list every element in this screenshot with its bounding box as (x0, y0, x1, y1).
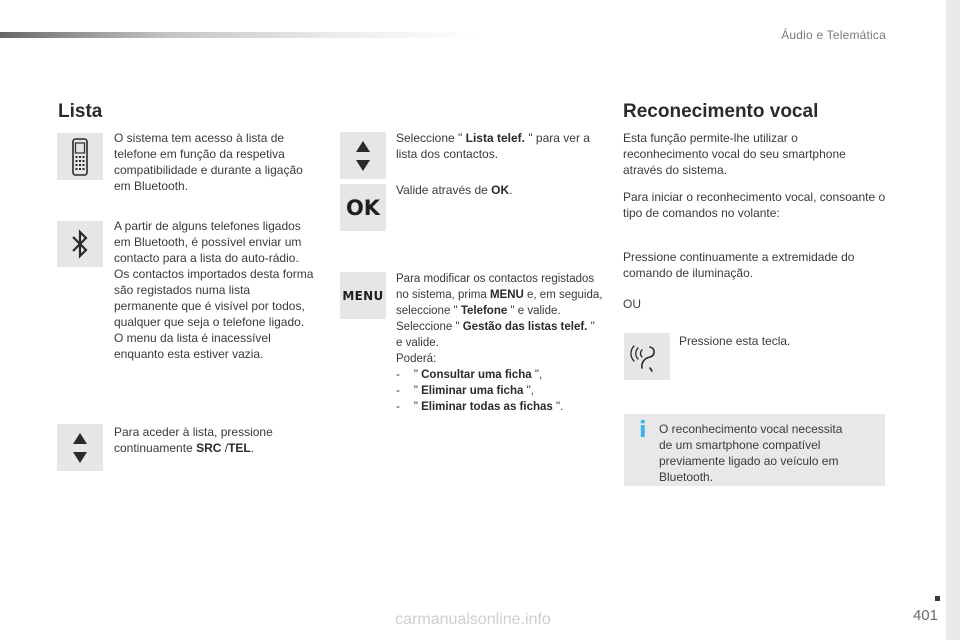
quote-end: ", (523, 385, 534, 397)
m2-pre: Seleccione " (396, 321, 463, 333)
lista-telef-label: Lista telef. (465, 131, 525, 145)
option-2 (396, 385, 534, 397)
voice-paragraph-3: Pressione continuamente a extremidade do comando de iluminação. (623, 250, 855, 280)
phone-icon-box (57, 133, 103, 180)
quote-end: ". (552, 401, 564, 413)
bluetooth-icon-box (57, 221, 103, 267)
telefone-label: Telefone (460, 305, 508, 317)
menu-key: MENU (489, 289, 524, 301)
option-3 (396, 401, 563, 413)
s2-pre: Valide através de (396, 183, 492, 197)
phone-icon (70, 138, 90, 176)
header-gradient-bar (0, 32, 480, 38)
bluetooth-icon (70, 228, 90, 260)
menu-label: MENU (342, 288, 384, 303)
voice-heading: Reconecimento vocal (623, 101, 819, 122)
page-edge-strip (946, 0, 960, 640)
modify-contacts-text (396, 271, 604, 415)
section-title: Áudio e Telemática (781, 28, 886, 42)
ok-button-icon (340, 184, 386, 231)
up-down-arrows-icon (354, 139, 372, 173)
voice-paragraph-1: Esta função permite-lhe utilizar o reconhecimento vocal do seu smartphone através do sistema. (623, 131, 846, 177)
lista-paragraph-1: O sistema tem acesso à lista de telefone em função da respetiva compatibilidade e durante a ligação em Bluetooth. (114, 131, 303, 193)
option-consultar: Consultar uma ficha (421, 369, 532, 381)
up-down-arrows-box (57, 424, 103, 471)
option-eliminar-todas: Eliminar todas as fichas (421, 401, 553, 413)
info-icon: i (639, 418, 647, 443)
up-down-arrows-icon (71, 431, 89, 465)
select-contacts-text (396, 130, 601, 162)
lista-p3-end: . (250, 441, 255, 455)
dash: - (396, 369, 400, 381)
page-number: 401 (912, 607, 938, 624)
lista-p3-text: Para aceder à lista, pressione continuamente (114, 425, 273, 455)
watermark: carmanualsonline.info (395, 611, 551, 628)
voice-command-icon (630, 340, 664, 374)
info-text: O reconhecimento vocal necessita de um smartphone compatível previamente ligado ao veículo em Bluetooth. (659, 422, 843, 484)
gestao-listas-label: Gestão das listas telef. (462, 321, 588, 333)
podera-label: Poderá: (396, 353, 437, 365)
up-down-arrows-box-2 (340, 132, 386, 179)
validate-ok-text (396, 182, 601, 198)
m1-pre: Para modificar os contactos registados no sistema, prima (396, 273, 595, 301)
lista-p3-sep: / (221, 441, 229, 455)
lista-paragraph-2: A partir de alguns telefones ligados em Bluetooth, é possível enviar um contacto para a lista do auto-rádio. Os contactos importados desta forma são registados numa lista permanente que é visível por todos, qualquer que seja o telefone ligado. O menu da lista é inacessível enquanto esta estiver vazia. (114, 219, 314, 361)
lista-heading: Lista (58, 101, 103, 122)
m1-post: " e valide. (507, 305, 561, 317)
option-1 (396, 369, 542, 381)
m2-post: " e valide. (396, 321, 595, 349)
or-label: OU (623, 297, 641, 311)
s2-post: . (509, 183, 513, 197)
s1-pre: Seleccione " (396, 131, 466, 145)
lista-paragraph-3 (114, 424, 314, 456)
ok-key: OK (491, 183, 510, 197)
quote: " (413, 401, 422, 413)
quote: " (413, 369, 422, 381)
dash: - (396, 401, 400, 413)
press-key-text: Pressione esta tecla. (679, 334, 791, 348)
info-box (624, 414, 885, 486)
menu-button-icon (340, 272, 386, 319)
voice-command-box (624, 333, 670, 380)
option-eliminar-uma: Eliminar uma ficha (421, 385, 524, 397)
quote: " (413, 385, 422, 397)
tel-key: TEL (228, 441, 251, 455)
quote-end: ", (531, 369, 543, 381)
m1-mid: e, em seguida, seleccione " (396, 289, 603, 317)
voice-paragraph-2: Para iniciar o reconhecimento vocal, consoante o tipo de comandos no volante: (623, 190, 886, 220)
dash: - (396, 385, 400, 397)
footer-bullet (935, 596, 940, 601)
ok-label: OK (345, 195, 381, 220)
src-key: SRC (196, 441, 222, 455)
s1-post: " para ver a lista dos contactos. (396, 131, 590, 161)
